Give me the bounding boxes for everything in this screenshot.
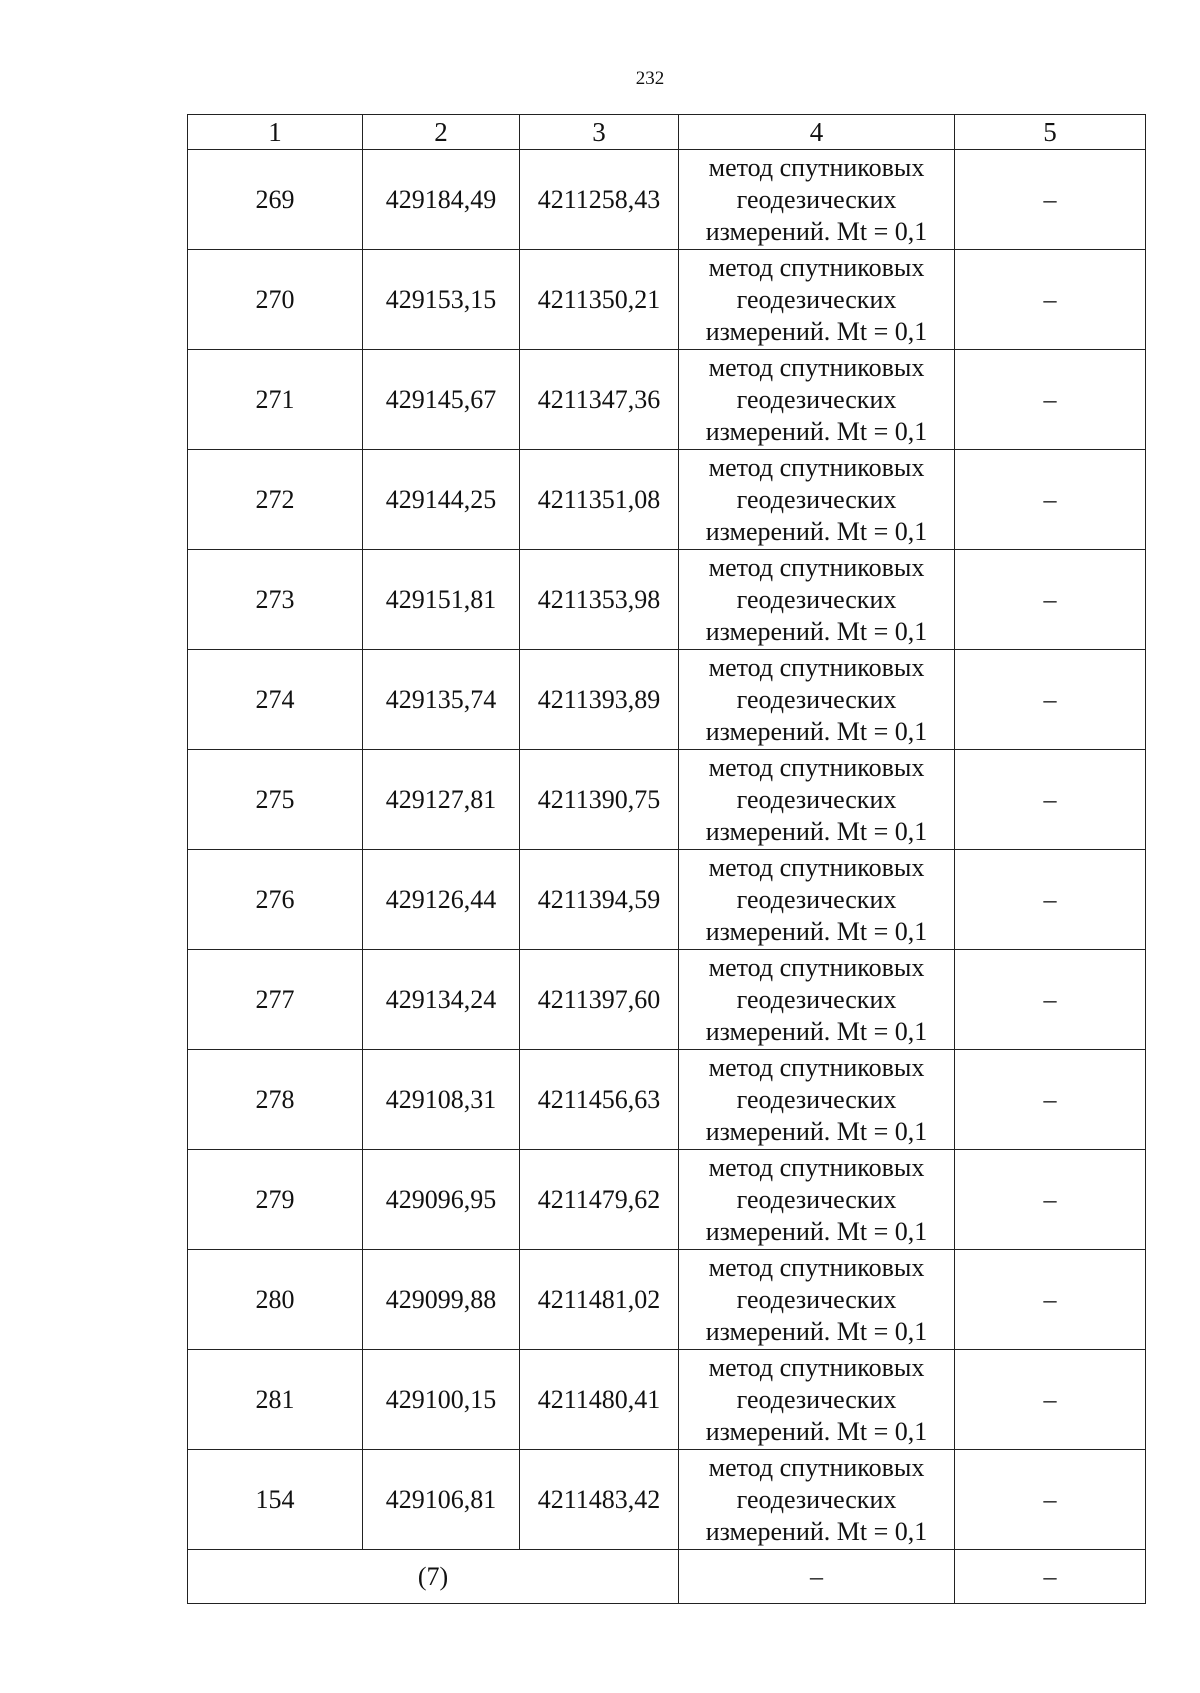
point-number-cell: 271 [188, 350, 363, 450]
table-row [188, 1150, 1146, 1250]
x-coordinate-cell: 429096,95 [363, 1150, 520, 1250]
coordinates-table-body [188, 115, 1146, 1604]
point-number-cell: 278 [188, 1050, 363, 1150]
point-number-cell: 269 [188, 150, 363, 250]
point-number-cell: 279 [188, 1150, 363, 1250]
method-text-line: метод спутниковых [708, 752, 925, 782]
x-coordinate-cell: 429135,74 [363, 650, 520, 750]
point-number-cell: 154 [188, 1450, 363, 1550]
y-coordinate-cell: 4211350,21 [520, 250, 679, 350]
table-row [188, 1050, 1146, 1150]
method-text-line: измерений. Mt = 0,1 [705, 816, 928, 846]
method-cell [679, 350, 955, 450]
method-text-line: геодезических [736, 884, 897, 914]
table-row [188, 1350, 1146, 1450]
footer-row [188, 1550, 1146, 1604]
method-text-line: метод спутниковых [708, 452, 925, 482]
point-number-cell: 272 [188, 450, 363, 550]
method-cell [679, 150, 955, 250]
method-text-line: геодезических [736, 984, 897, 1014]
point-number-cell: 276 [188, 850, 363, 950]
point-number-cell: 281 [188, 1350, 363, 1450]
table-row [188, 250, 1146, 350]
x-coordinate-cell: 429106,81 [363, 1450, 520, 1550]
method-text-line: геодезических [736, 1484, 897, 1514]
method-cell [679, 650, 955, 750]
y-coordinate-cell: 4211394,59 [520, 850, 679, 950]
y-coordinate-cell: 4211456,63 [520, 1050, 679, 1150]
method-text-line: измерений. Mt = 0,1 [705, 416, 928, 446]
method-cell [679, 250, 955, 350]
method-text-line: геодезических [736, 584, 897, 614]
y-coordinate-cell: 4211351,08 [520, 450, 679, 550]
method-cell [679, 1050, 955, 1150]
x-coordinate-cell: 429108,31 [363, 1050, 520, 1150]
y-coordinate-cell: 4211353,98 [520, 550, 679, 650]
note-cell: – [955, 150, 1146, 250]
method-text-line: геодезических [736, 384, 897, 414]
header-cell-3: 3 [520, 115, 679, 150]
method-text-line: измерений. Mt = 0,1 [705, 1216, 928, 1246]
method-text-line: измерений. Mt = 0,1 [705, 1316, 928, 1346]
table-row [188, 650, 1146, 750]
table-row [188, 750, 1146, 850]
method-text-line: измерений. Mt = 0,1 [705, 1516, 928, 1546]
table-row [188, 350, 1146, 450]
method-text-line: метод спутниковых [708, 152, 925, 182]
point-number-cell: 275 [188, 750, 363, 850]
x-coordinate-cell: 429127,81 [363, 750, 520, 850]
method-cell [679, 450, 955, 550]
x-coordinate-cell: 429144,25 [363, 450, 520, 550]
point-number-cell: 280 [188, 1250, 363, 1350]
page-number: 232 [635, 68, 665, 89]
table-row [188, 450, 1146, 550]
y-coordinate-cell: 4211397,60 [520, 950, 679, 1050]
note-cell: – [955, 1350, 1146, 1450]
method-cell [679, 850, 955, 950]
method-text-line: геодезических [736, 1284, 897, 1314]
y-coordinate-cell: 4211258,43 [520, 150, 679, 250]
method-cell [679, 1150, 955, 1250]
footer-label-cell: (7) [188, 1550, 679, 1604]
method-cell [679, 1350, 955, 1450]
method-text-line: метод спутниковых [708, 952, 925, 982]
method-text-line: геодезических [736, 1384, 897, 1414]
header-cell-1: 1 [188, 115, 363, 150]
note-cell: – [955, 550, 1146, 650]
note-cell: – [955, 350, 1146, 450]
method-text-line: измерений. Mt = 0,1 [705, 1416, 928, 1446]
footer-note-cell: – [955, 1550, 1146, 1604]
method-text-line: геодезических [736, 684, 897, 714]
y-coordinate-cell: 4211390,75 [520, 750, 679, 850]
method-text-line: метод спутниковых [708, 1052, 925, 1082]
x-coordinate-cell: 429099,88 [363, 1250, 520, 1350]
table-row [188, 550, 1146, 650]
method-text-line: метод спутниковых [708, 1252, 925, 1282]
table-row [188, 150, 1146, 250]
method-text-line: метод спутниковых [708, 252, 925, 282]
note-cell: – [955, 1250, 1146, 1350]
coordinates-table [187, 114, 1146, 1604]
y-coordinate-cell: 4211481,02 [520, 1250, 679, 1350]
header-cell-4: 4 [679, 115, 955, 150]
header-cell-5: 5 [955, 115, 1146, 150]
table-row [188, 1250, 1146, 1350]
point-number-cell: 277 [188, 950, 363, 1050]
method-text-line: измерений. Mt = 0,1 [705, 316, 928, 346]
method-text-line: метод спутниковых [708, 552, 925, 582]
method-text-line: метод спутниковых [708, 352, 925, 382]
method-text-line: геодезических [736, 1084, 897, 1114]
y-coordinate-cell: 4211479,62 [520, 1150, 679, 1250]
note-cell: – [955, 650, 1146, 750]
note-cell: – [955, 1450, 1146, 1550]
method-cell [679, 950, 955, 1050]
method-text-line: измерений. Mt = 0,1 [705, 1016, 928, 1046]
method-text-line: геодезических [736, 1184, 897, 1214]
method-cell [679, 550, 955, 650]
method-text-line: геодезических [736, 784, 897, 814]
x-coordinate-cell: 429100,15 [363, 1350, 520, 1450]
footer-method-cell: – [679, 1550, 955, 1604]
method-text-line: метод спутниковых [708, 1352, 925, 1382]
x-coordinate-cell: 429151,81 [363, 550, 520, 650]
method-cell [679, 750, 955, 850]
x-coordinate-cell: 429134,24 [363, 950, 520, 1050]
method-text-line: геодезических [736, 484, 897, 514]
method-cell [679, 1450, 955, 1550]
note-cell: – [955, 1050, 1146, 1150]
method-text-line: измерений. Mt = 0,1 [705, 1116, 928, 1146]
method-text-line: метод спутниковых [708, 1452, 925, 1482]
method-text-line: геодезических [736, 284, 897, 314]
method-text-line: измерений. Mt = 0,1 [705, 216, 928, 246]
y-coordinate-cell: 4211480,41 [520, 1350, 679, 1450]
note-cell: – [955, 450, 1146, 550]
x-coordinate-cell: 429184,49 [363, 150, 520, 250]
note-cell: – [955, 250, 1146, 350]
note-cell: – [955, 1150, 1146, 1250]
point-number-cell: 273 [188, 550, 363, 650]
method-text-line: измерений. Mt = 0,1 [705, 516, 928, 546]
note-cell: – [955, 750, 1146, 850]
method-text-line: измерений. Mt = 0,1 [705, 716, 928, 746]
point-number-cell: 270 [188, 250, 363, 350]
method-text-line: метод спутниковых [708, 652, 925, 682]
table-row [188, 950, 1146, 1050]
header-cell-2: 2 [363, 115, 520, 150]
note-cell: – [955, 850, 1146, 950]
method-cell [679, 1250, 955, 1350]
method-text-line: измерений. Mt = 0,1 [705, 916, 928, 946]
y-coordinate-cell: 4211483,42 [520, 1450, 679, 1550]
method-text-line: метод спутниковых [708, 852, 925, 882]
y-coordinate-cell: 4211347,36 [520, 350, 679, 450]
table-row [188, 1450, 1146, 1550]
x-coordinate-cell: 429126,44 [363, 850, 520, 950]
point-number-cell: 274 [188, 650, 363, 750]
note-cell: – [955, 950, 1146, 1050]
x-coordinate-cell: 429145,67 [363, 350, 520, 450]
header-row [188, 115, 1146, 150]
table-row [188, 850, 1146, 950]
method-text-line: метод спутниковых [708, 1152, 925, 1182]
x-coordinate-cell: 429153,15 [363, 250, 520, 350]
method-text-line: геодезических [736, 184, 897, 214]
method-text-line: измерений. Mt = 0,1 [705, 616, 928, 646]
y-coordinate-cell: 4211393,89 [520, 650, 679, 750]
